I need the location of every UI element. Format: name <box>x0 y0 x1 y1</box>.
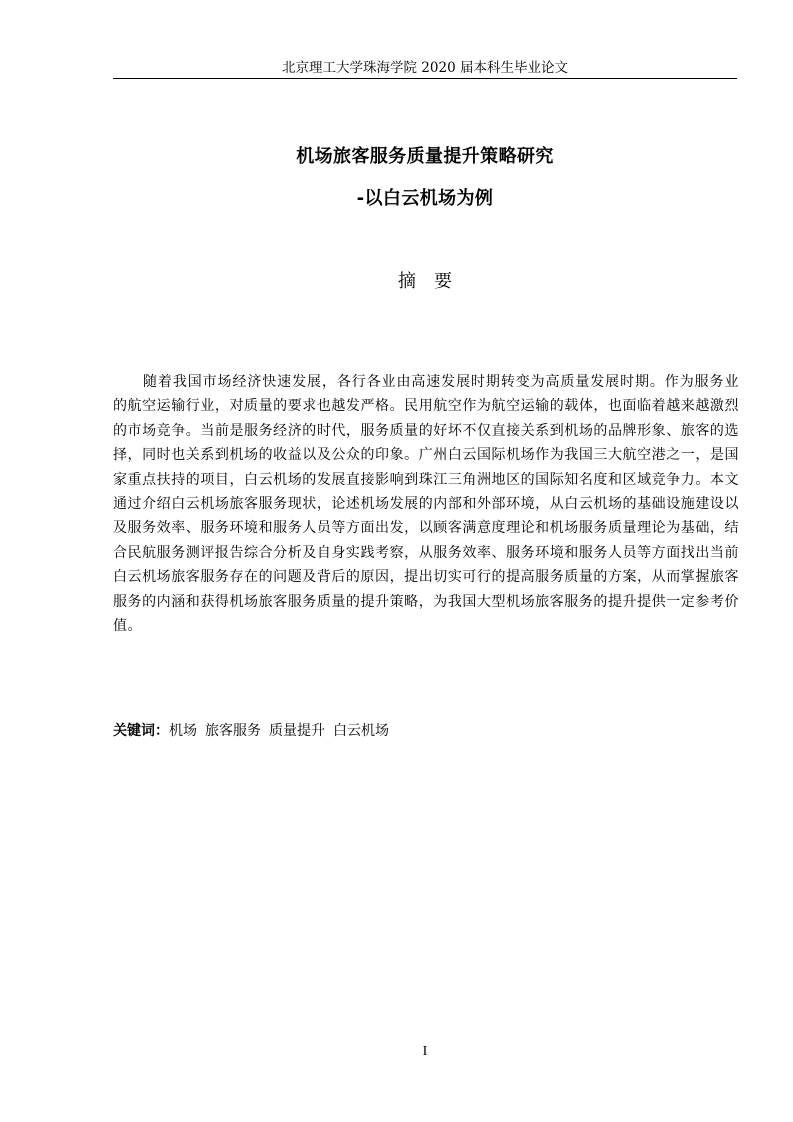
keyword-item: 质量提升 <box>269 723 325 739</box>
running-header: 北京理工大学珠海学院 2020 届本科生毕业论文 <box>282 60 568 76</box>
keyword-item: 白云机场 <box>333 723 389 739</box>
abstract-heading: 摘要 <box>398 271 470 292</box>
abstract-body: 随着我国市场经济快速发展，各行各业由高速发展时期转变为高质量发展时期。作为服务业的航空运输行业，对质量的要求也越发严格。民用航空作为航空运输的载体，也面临着越来越激烈的市场竞争。当前是服务经济的时代，服务质量的好坏不仅直接关系到机场的品牌形象、旅客的选择，同时也关系到机场的收益以及公众的印象。广州白云国际机场作为我国三大航空港之一，是国家重点扶持的项目，白云机场的发展直接影响到珠江三角洲地区的国际知名度和区域竞争力。本文通过介绍白云机场旅客服务现状，论述机场发展的内部和外部环境，从白云机场的基础设施建设以及服务效率、服务环境和服务人员等方面出发，以顾客满意度理论和机场服务质量理论为基础，结合民航服务测评报告综合分析及自身实践考察，从服务效率、服务环境和服务人员等方面找出当前白云机场旅客服务存在的问题及背后的原因，提出切实可行的提高服务质量的方案，从而掌握旅客服务的内涵和获得机场旅客服务质量的提升策略，为我国大型机场旅客服务的提升提供一定参考价值。 <box>113 374 739 635</box>
thesis-title: 机场旅客服务质量提升策略研究 <box>296 146 554 167</box>
keywords-line <box>113 720 737 742</box>
page-number: I <box>422 1044 428 1059</box>
keywords-label: 关键词： <box>113 723 169 739</box>
keyword-item: 机场 <box>169 723 197 739</box>
header-divider <box>113 78 737 79</box>
thesis-subtitle: -以白云机场为例 <box>356 188 494 209</box>
keyword-item: 旅客服务 <box>205 723 261 739</box>
